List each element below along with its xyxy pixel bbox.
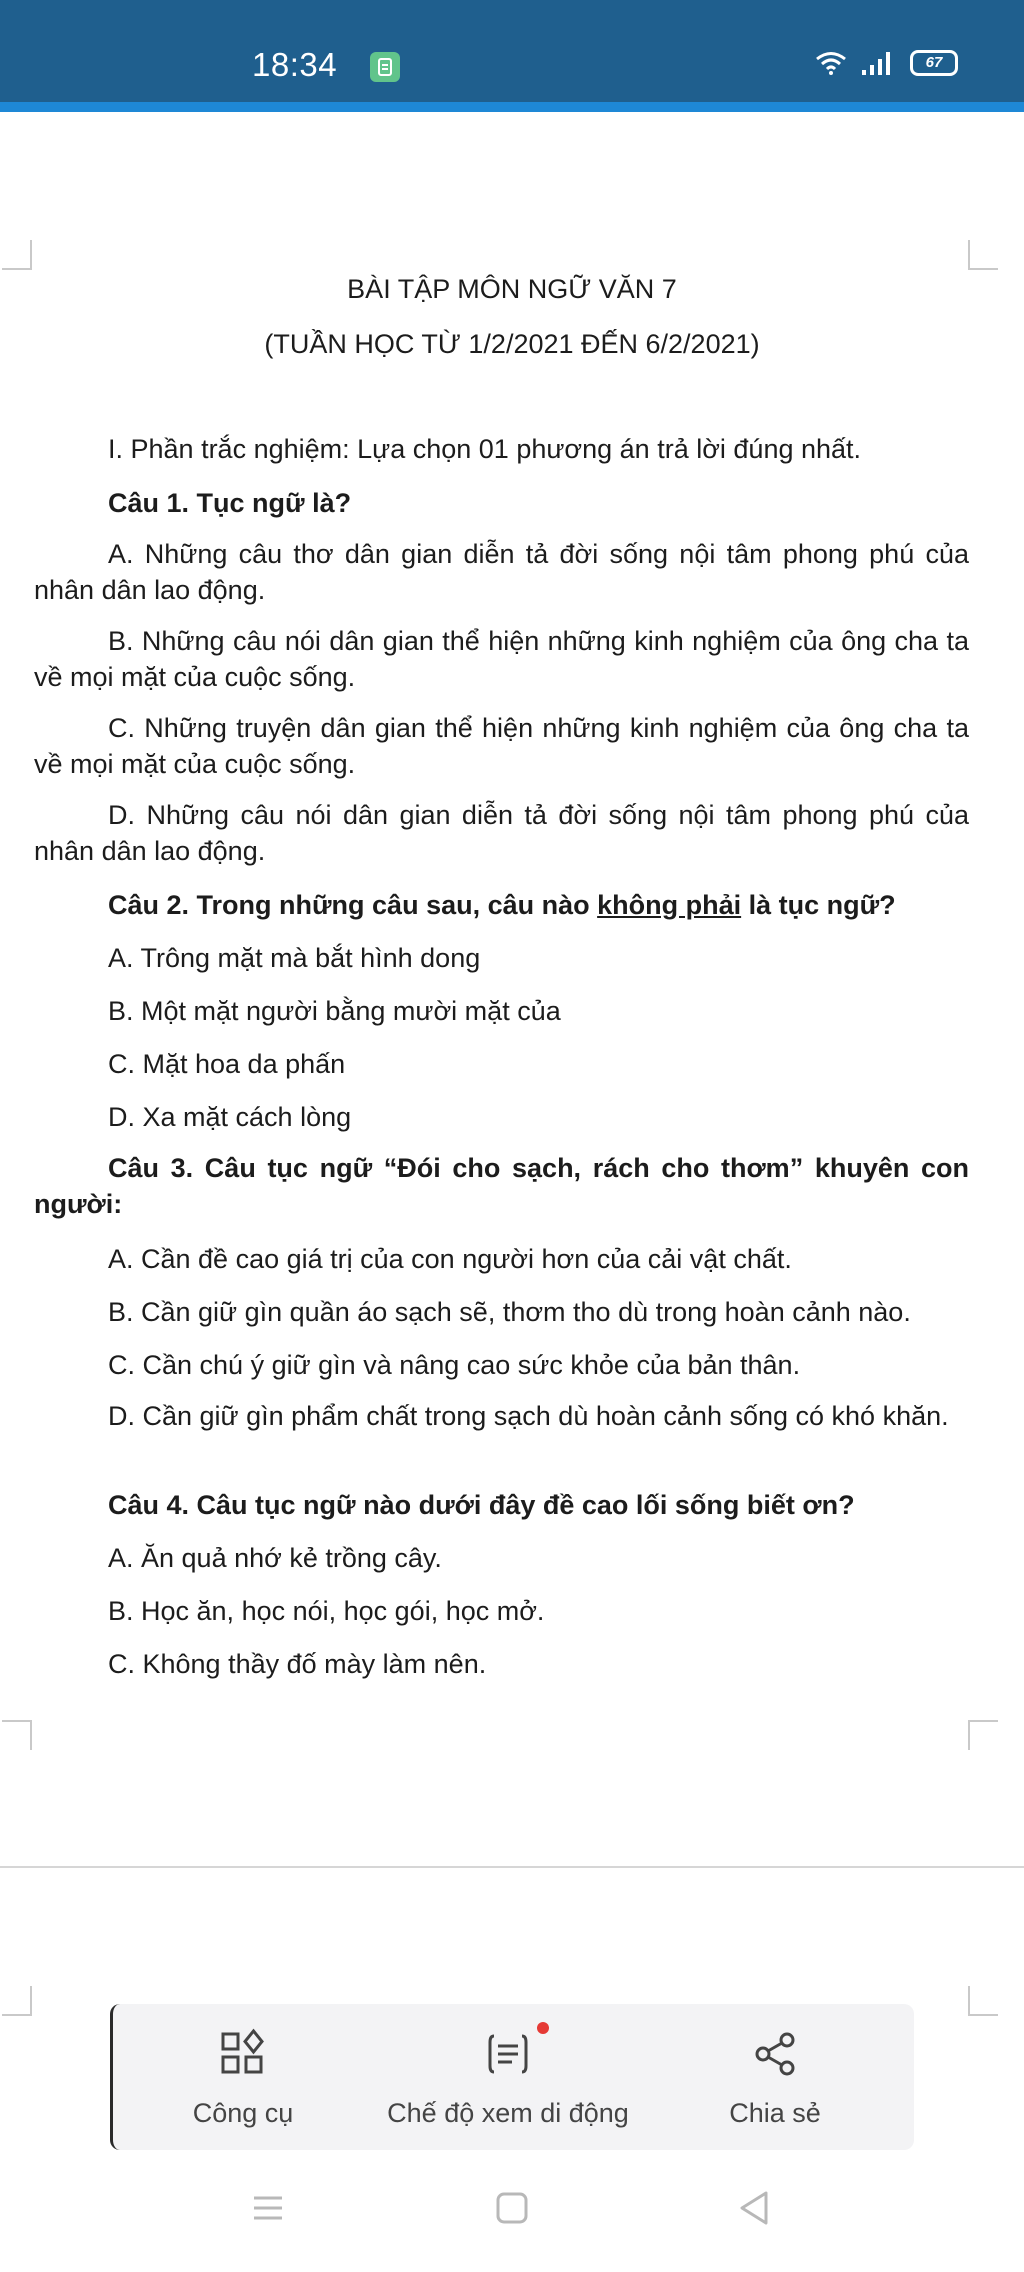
document-toolbar: [110, 2004, 914, 2150]
document-subtitle: (TUẦN HỌC TỪ 1/2/2021 ĐẾN 6/2/2021): [264, 329, 760, 359]
question-4-option-b: B. Học ăn, học nói, học gói, học mở.: [108, 1596, 545, 1626]
question-2: [108, 888, 896, 922]
status-bar: [0, 0, 1024, 112]
page-corner-marker: [968, 1720, 998, 1750]
page-corner-marker: [2, 1720, 32, 1750]
section-heading: I. Phần trắc nghiệm: Lựa chọn 01 phương án trả lời đúng nhất.: [108, 434, 862, 464]
share-label: Chia sẻ: [729, 2098, 821, 2128]
status-indicators: [814, 50, 958, 76]
question-2-option-b: B. Một mặt người bằng mười mặt của: [108, 996, 561, 1026]
question-1-option-c: C. Những truyện dân gian thể hiện những kinh nghiệm của ông cha ta về mọi mặt của cuộc sống.: [34, 713, 969, 779]
tools-label: Công cụ: [192, 2098, 294, 2128]
status-time: 18:34: [252, 46, 338, 83]
square-home-icon[interactable]: [492, 2188, 532, 2228]
mobile-view-label: Chế độ xem di động: [387, 2098, 629, 2128]
document-title: BÀI TẬP MÔN NGỮ VĂN 7: [347, 274, 677, 304]
triangle-back-icon[interactable]: [734, 2188, 774, 2228]
question-1-option-d: D. Những câu nói dân gian diễn tả đời sống nội tâm phong phú của nhân dân lao động.: [34, 800, 969, 866]
question-4-option-a: A. Ăn quả nhớ kẻ trồng cây.: [108, 1543, 442, 1573]
status-accent-strip: [0, 102, 1024, 112]
signal-icon: [860, 50, 898, 76]
question-4: Câu 4. Câu tục ngữ nào dưới đây đề cao lối sống biết ơn?: [108, 1490, 855, 1520]
page-corner-marker: [2, 240, 32, 270]
question-3-option-c: C. Cần chú ý giữ gìn và nâng cao sức khỏe của bản thân.: [108, 1350, 801, 1380]
question-1: Câu 1. Tục ngữ là?: [108, 488, 352, 518]
page-separator: [0, 1866, 1024, 1868]
question-3: Câu 3. Câu tục ngữ “Đói cho sạch, rách cho thơm” khuyên con người:: [34, 1153, 969, 1219]
wifi-icon: [814, 50, 848, 76]
mobile-view-button[interactable]: [378, 2004, 638, 2150]
question-1-option-b: B. Những câu nói dân gian thể hiện những kinh nghiệm của ông cha ta về mọi mặt của cuộc sống.: [34, 626, 969, 692]
notification-dot: [537, 2022, 549, 2034]
mobile-view-icon: [480, 2026, 536, 2082]
question-2-option-a: A. Trông mặt mà bắt hình dong: [108, 943, 481, 973]
system-navigation-bar: [0, 2160, 1024, 2272]
share-icon: [747, 2026, 803, 2082]
question-3-option-b: B. Cần giữ gìn quần áo sạch sẽ, thơm tho dù trong hoàn cảnh nào.: [108, 1297, 911, 1327]
question-2-text: Câu 2. Trong những câu sau, câu nào: [108, 890, 598, 920]
question-2-underlined: không phải: [597, 890, 742, 920]
tools-button[interactable]: [113, 2004, 373, 2150]
battery-icon: 67: [910, 50, 958, 76]
app-notification-icon: [370, 52, 400, 82]
tools-grid-icon: [215, 2026, 271, 2082]
question-1-option-a: A. Những câu thơ dân gian diễn tả đời sống nội tâm phong phú của nhân dân lao động.: [34, 539, 969, 605]
menu-icon[interactable]: [248, 2188, 288, 2228]
question-3-option-d: D. Cần giữ gìn phẩm chất trong sạch dù hoàn cảnh sống có khó khăn.: [108, 1401, 949, 1431]
page-corner-marker: [968, 1986, 998, 2016]
page-corner-marker: [2, 1986, 32, 2016]
question-4-option-c: C. Không thầy đố mày làm nên.: [108, 1649, 487, 1679]
share-button[interactable]: [645, 2004, 905, 2150]
question-3-option-a: A. Cần đề cao giá trị của con người hơn của cải vật chất.: [108, 1244, 792, 1274]
question-2-option-c: C. Mặt hoa da phấn: [108, 1049, 346, 1079]
question-2-option-d: D. Xa mặt cách lòng: [108, 1102, 352, 1132]
page-corner-marker: [968, 240, 998, 270]
question-2-text-end: là tục ngữ?: [741, 890, 896, 920]
